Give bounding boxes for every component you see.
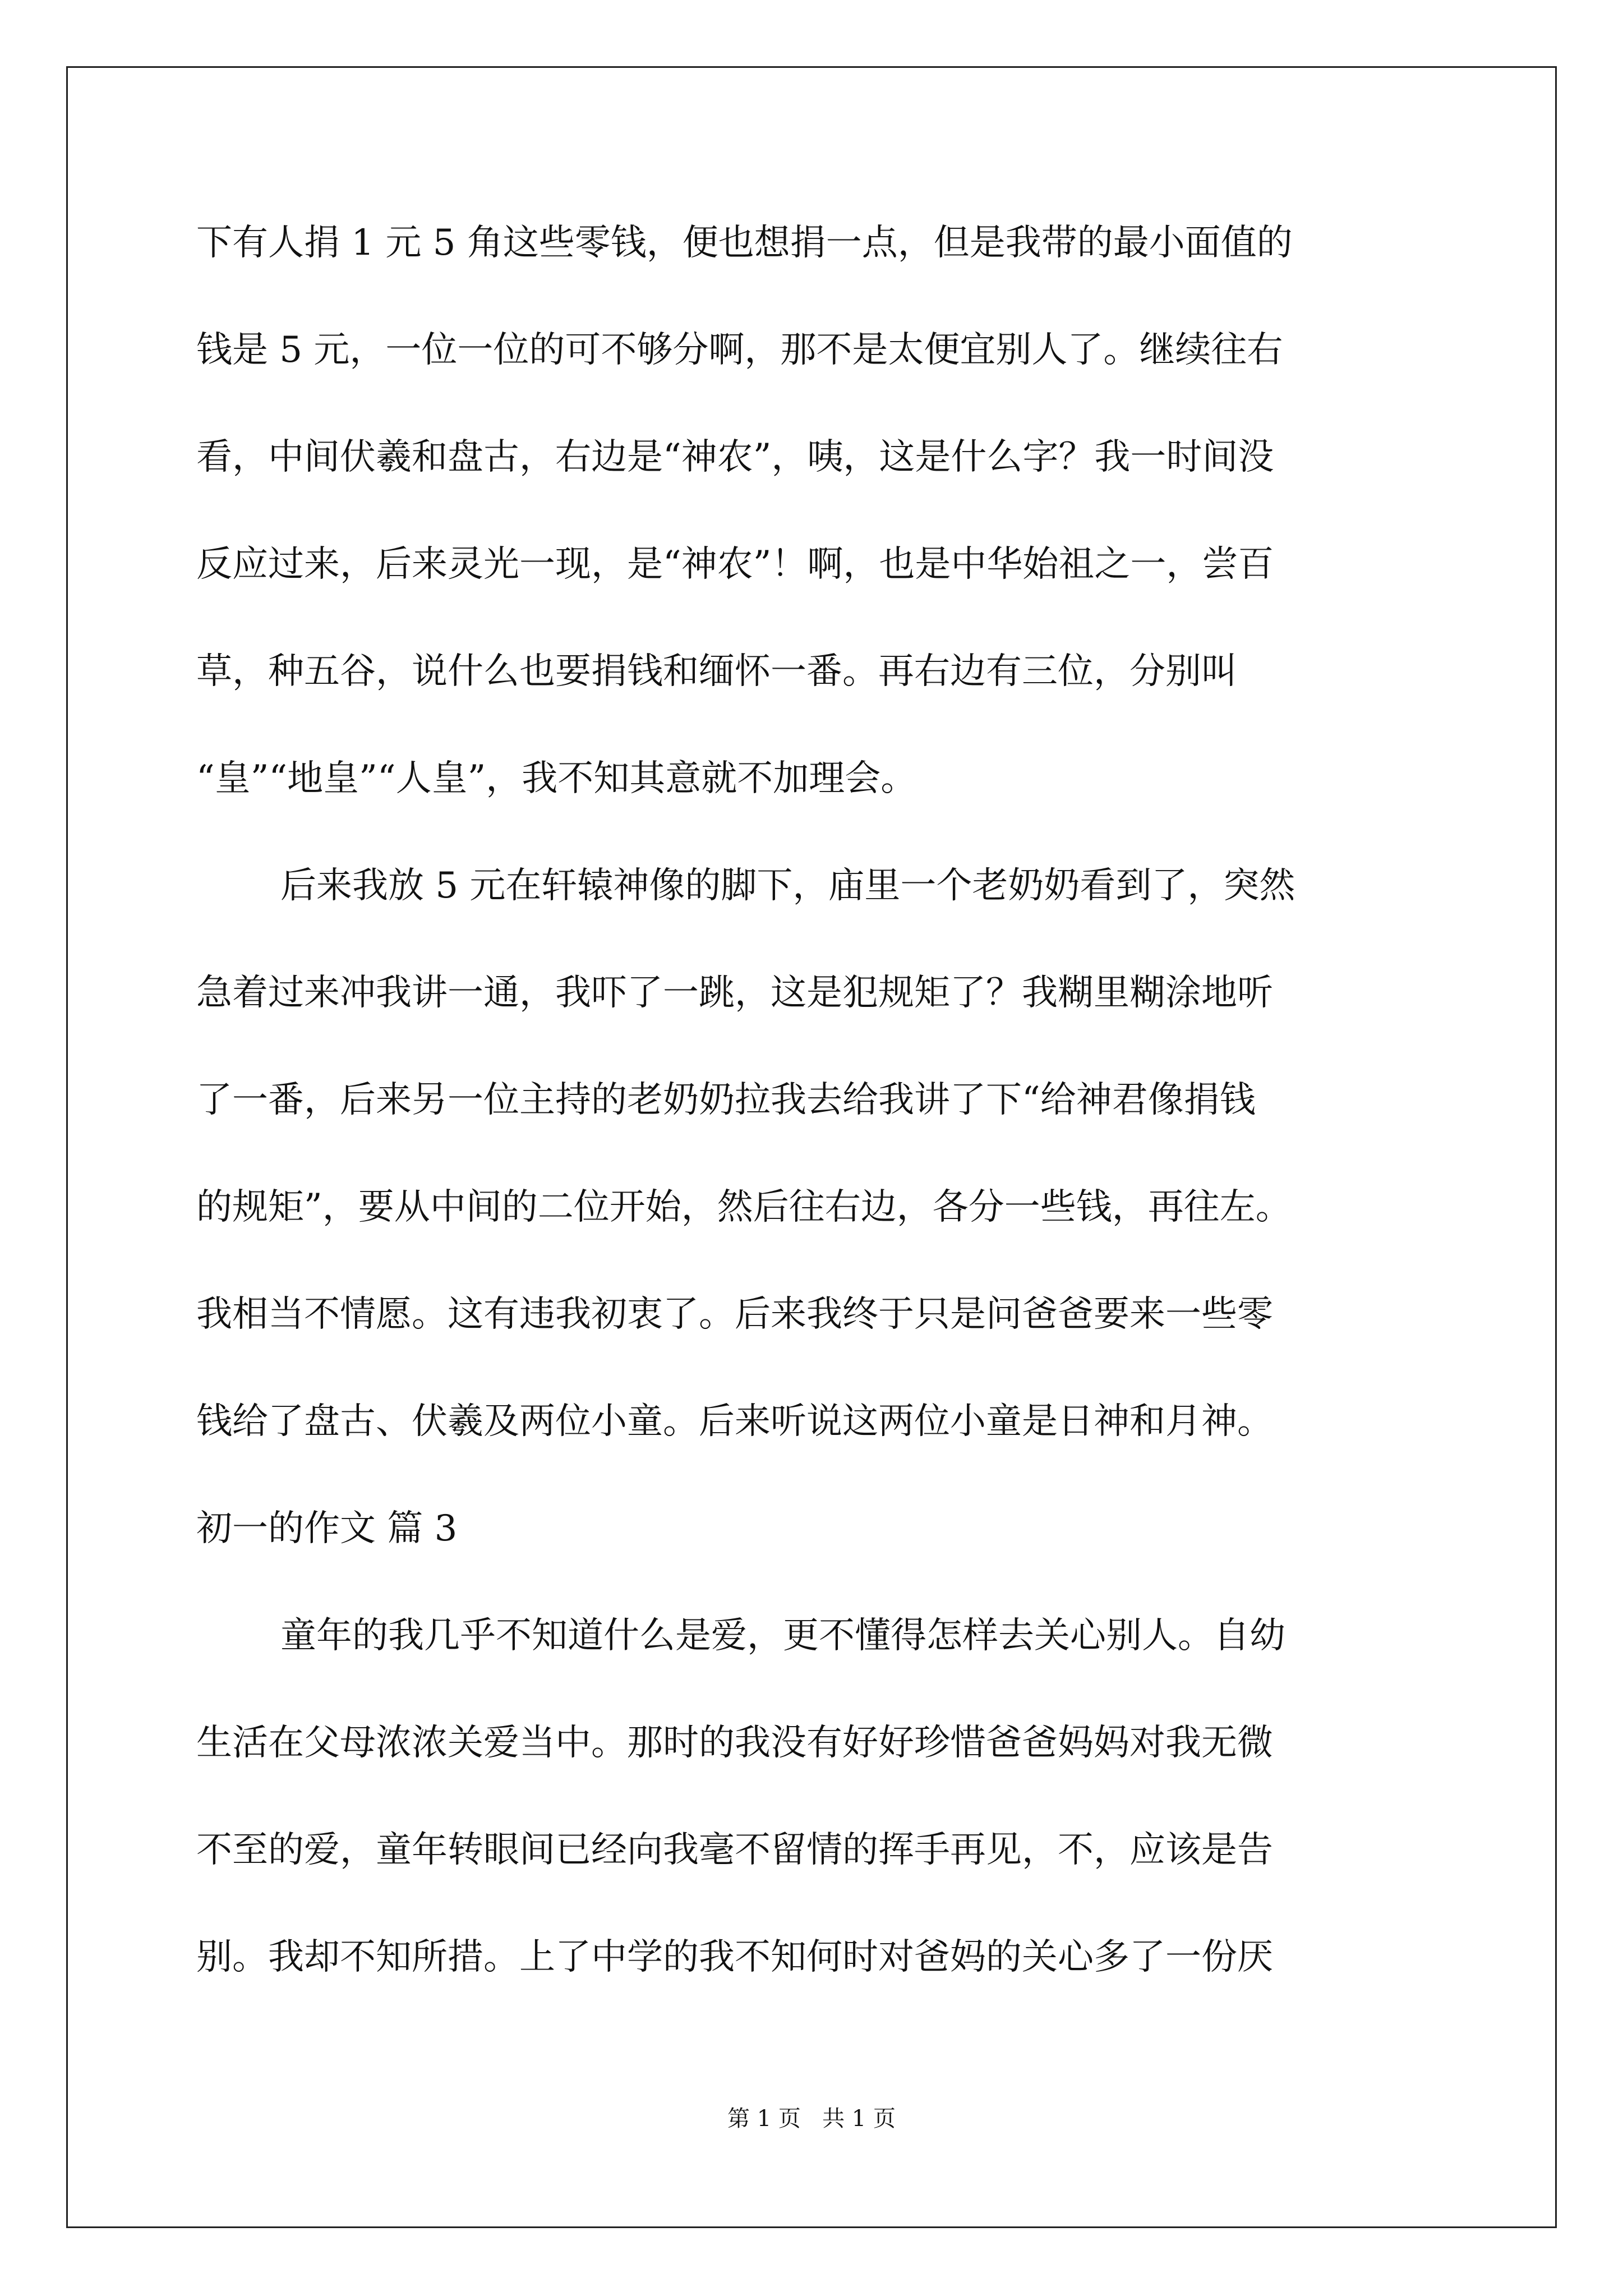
section-heading: 初一的作文 篇 3 [196,1508,458,1549]
text-line: 不至的爱，童年转眼间已经向我毫不留情的挥手再见，不，应该是告 [196,1829,1273,1871]
text-line: “皇”“地皇”“人皇”，我不知其意就不加理会。 [196,758,917,799]
text-line: 钱给了盘古、伏羲及两位小童。后来听说这两位小童是日神和月神。 [196,1401,1273,1442]
text-line: 下有人捐 1 元 5 角这些零钱，便也想捐一点，但是我带的最小面值的 [196,222,1293,264]
text-line: 我相当不情愿。这有违我初衷了。后来我终于只是问爸爸要来一些零 [196,1294,1273,1335]
text-line: 的规矩”，要从中间的二位开始，然后往右边，各分一些钱，再往左。 [196,1186,1292,1228]
text-line: 别。我却不知所措。上了中学的我不知何时对爸妈的关心多了一份厌 [196,1936,1273,1978]
text-line: 草，种五谷，说什么也要捐钱和缅怀一番。再右边有三位，分别叫 [196,651,1237,692]
document-body [196,212,1453,2033]
text-line: 反应过来，后来灵光一现，是“神农”！啊，也是中华始祖之一，尝百 [196,544,1274,585]
paragraph-start-line: 后来我放 5 元在轩辕神像的脚下，庙里一个老奶奶看到了，突然 [280,865,1295,907]
page-number-footer: 第 1 页 共 1 页 [727,2106,896,2132]
text-line: 钱是 5 元，一位一位的可不够分啊，那不是太便宜别人了。继续往右 [196,329,1283,371]
text-line: 生活在父母浓浓关爱当中。那时的我没有好好珍惜爸爸妈妈对我无微 [196,1722,1273,1764]
text-line: 了一番，后来另一位主持的老奶奶拉我去给我讲了下“给神君像捐钱 [196,1079,1256,1121]
text-line: 看，中间伏羲和盘古，右边是“神农”，咦，这是什么字？我一时间没 [196,436,1274,478]
text-line: 急着过来冲我讲一通，我吓了一跳，这是犯规矩了？我糊里糊涂地听 [196,972,1273,1014]
paragraph-start-line: 童年的我几乎不知道什么是爱，更不懂得怎样去关心别人。自幼 [280,1615,1285,1657]
